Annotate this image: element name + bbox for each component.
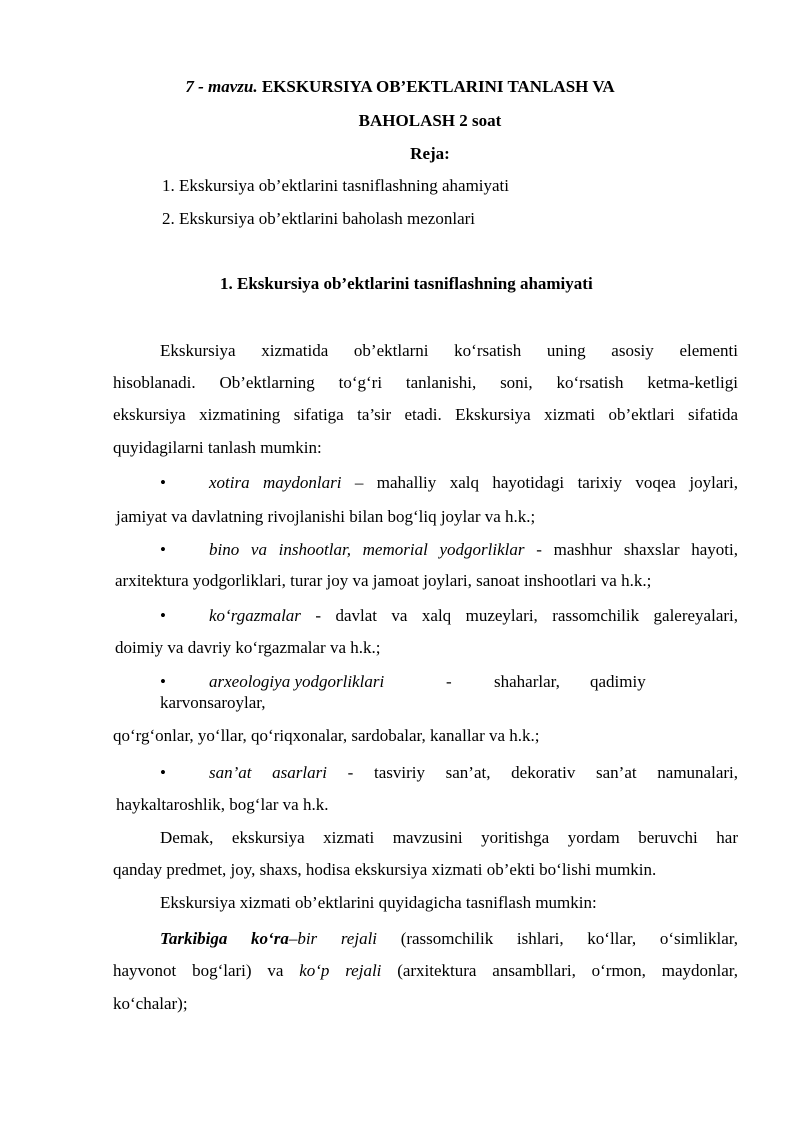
bullet-2-line <box>209 539 738 561</box>
para4-dash: – <box>288 929 298 948</box>
bullet-2-rest: - mashhur shaxslar hayoti, <box>536 540 739 559</box>
topic-title-hours: BAHOLASH 2 soat <box>358 111 502 130</box>
para3-line1: Ekskursiya xizmati ob’ektlarini quyidagicha tasniflash mumkin: <box>160 893 597 912</box>
bullet-4-continuation: qo‘rg‘onlar, yo‘llar, qo‘riqxonalar, sardobalar, kanallar va h.k.; <box>113 726 540 745</box>
para1-line1: Ekskursiya xizmatida ob’ektlarni ko‘rsatish uning asosiy elementi <box>160 341 738 360</box>
bullet-1-continuation: jamiyat va davlatning rivojlanishi bilan bog‘liq joylar va h.k.; <box>116 507 536 526</box>
bullet-1-rest: – mahalliy xalq hayotidagi tarixiy voqea joylari, <box>354 473 739 492</box>
para4-line3: ko‘chalar); <box>113 994 188 1013</box>
bullet-3-continuation: doimiy va davriy ko‘rgazmalar va h.k.; <box>115 638 381 657</box>
bullet-4-wrap: karvonsaroylar, <box>160 693 266 712</box>
bullet-1-term: xotira maydonlari <box>209 473 342 492</box>
bullet-4-ancient: qadimiy <box>590 672 646 691</box>
para4-line2-b: (arxitektura ansambllari, o‘rmon, maydonlar, <box>397 961 738 980</box>
plan-item-2: 2. Ekskursiya ob’ektlarini baholash mezonlari <box>162 209 475 228</box>
plan-label <box>0 143 800 165</box>
bullet-3-marker: • <box>160 606 166 625</box>
para4-term-multi: ko‘p rejali <box>299 961 382 980</box>
para4-line1 <box>160 928 738 950</box>
section-heading <box>220 273 593 295</box>
bullet-5-marker: • <box>160 763 166 782</box>
bullet-5-continuation: haykaltaroshlik, bog‘lar va h.k. <box>116 795 329 814</box>
para4-term-single: bir rejali <box>297 929 378 948</box>
section-heading-text: 1. Ekskursiya ob’ektlarini tasniflashning ahamiyati <box>220 274 593 293</box>
para1-line2: hisoblanadi. Ob’ektlarning to‘g‘ri tanlanishi, soni, ko‘rsatish ketma-ketligi <box>113 373 738 392</box>
topic-number: 7 - mavzu. <box>185 77 258 96</box>
para4-line2 <box>113 960 738 982</box>
para1-line4: quyidagilarni tanlash mumkin: <box>113 438 322 457</box>
plan-item-1: 1. Ekskursiya ob’ektlarini tasniflashning ahamiyati <box>162 176 510 195</box>
bullet-5-term: san’at asarlari <box>209 763 327 782</box>
topic-title-line2 <box>0 110 800 132</box>
bullet-3-line <box>209 605 738 627</box>
bullet-2-marker: • <box>160 540 166 559</box>
bullet-3-term: ko‘rgazmalar <box>209 606 301 625</box>
bullet-5-rest: - tasviriy san’at, dekorativ san’at namunalari, <box>347 763 738 782</box>
bullet-4-term <box>209 671 384 693</box>
topic-title-text: EKSKURSIYA OB’EKTLARINI TANLASH VA <box>261 77 615 96</box>
bullet-2-term: bino va inshootlar, memorial yodgorliklar <box>209 540 525 559</box>
para2-line2: qanday predmet, joy, shaxs, hodisa ekskursiya xizmati ob’ekti bo‘lishi mumkin. <box>113 860 657 879</box>
bullet-4-term-text: arxeologiya yodgorliklari <box>209 672 385 691</box>
bullet-4-marker: • <box>160 672 166 691</box>
bullet-5-line <box>209 762 738 784</box>
para2-line1: Demak, ekskursiya xizmati mavzusini yoritishga yordam beruvchi har <box>160 828 738 847</box>
plan-label-text: Reja: <box>410 144 450 163</box>
topic-title-line1 <box>0 76 800 98</box>
bullet-1-marker: • <box>160 473 166 492</box>
para4-line2-a: hayvonot bog‘lari) va <box>113 961 284 980</box>
bullet-2-continuation: arxitektura yodgorliklari, turar joy va jamoat joylari, sanoat inshootlari va h.k.; <box>115 571 652 590</box>
bullet-4-dash: - <box>446 672 452 691</box>
para4-rest1: (rassomchilik ishlari, ko‘llar, o‘simliklar, <box>400 929 738 948</box>
bullet-4-cities: shaharlar, <box>494 672 560 691</box>
para1-line3: ekskursiya xizmatining sifatiga ta’sir etadi. Ekskursiya xizmati ob’ektlari sifatida <box>113 405 738 424</box>
para4-term-composition: Tarkibiga ko‘ra <box>160 929 289 948</box>
bullet-1-line <box>209 472 738 494</box>
bullet-3-rest: - davlat va xalq muzeylari, rassomchilik galereyalari, <box>315 606 739 625</box>
